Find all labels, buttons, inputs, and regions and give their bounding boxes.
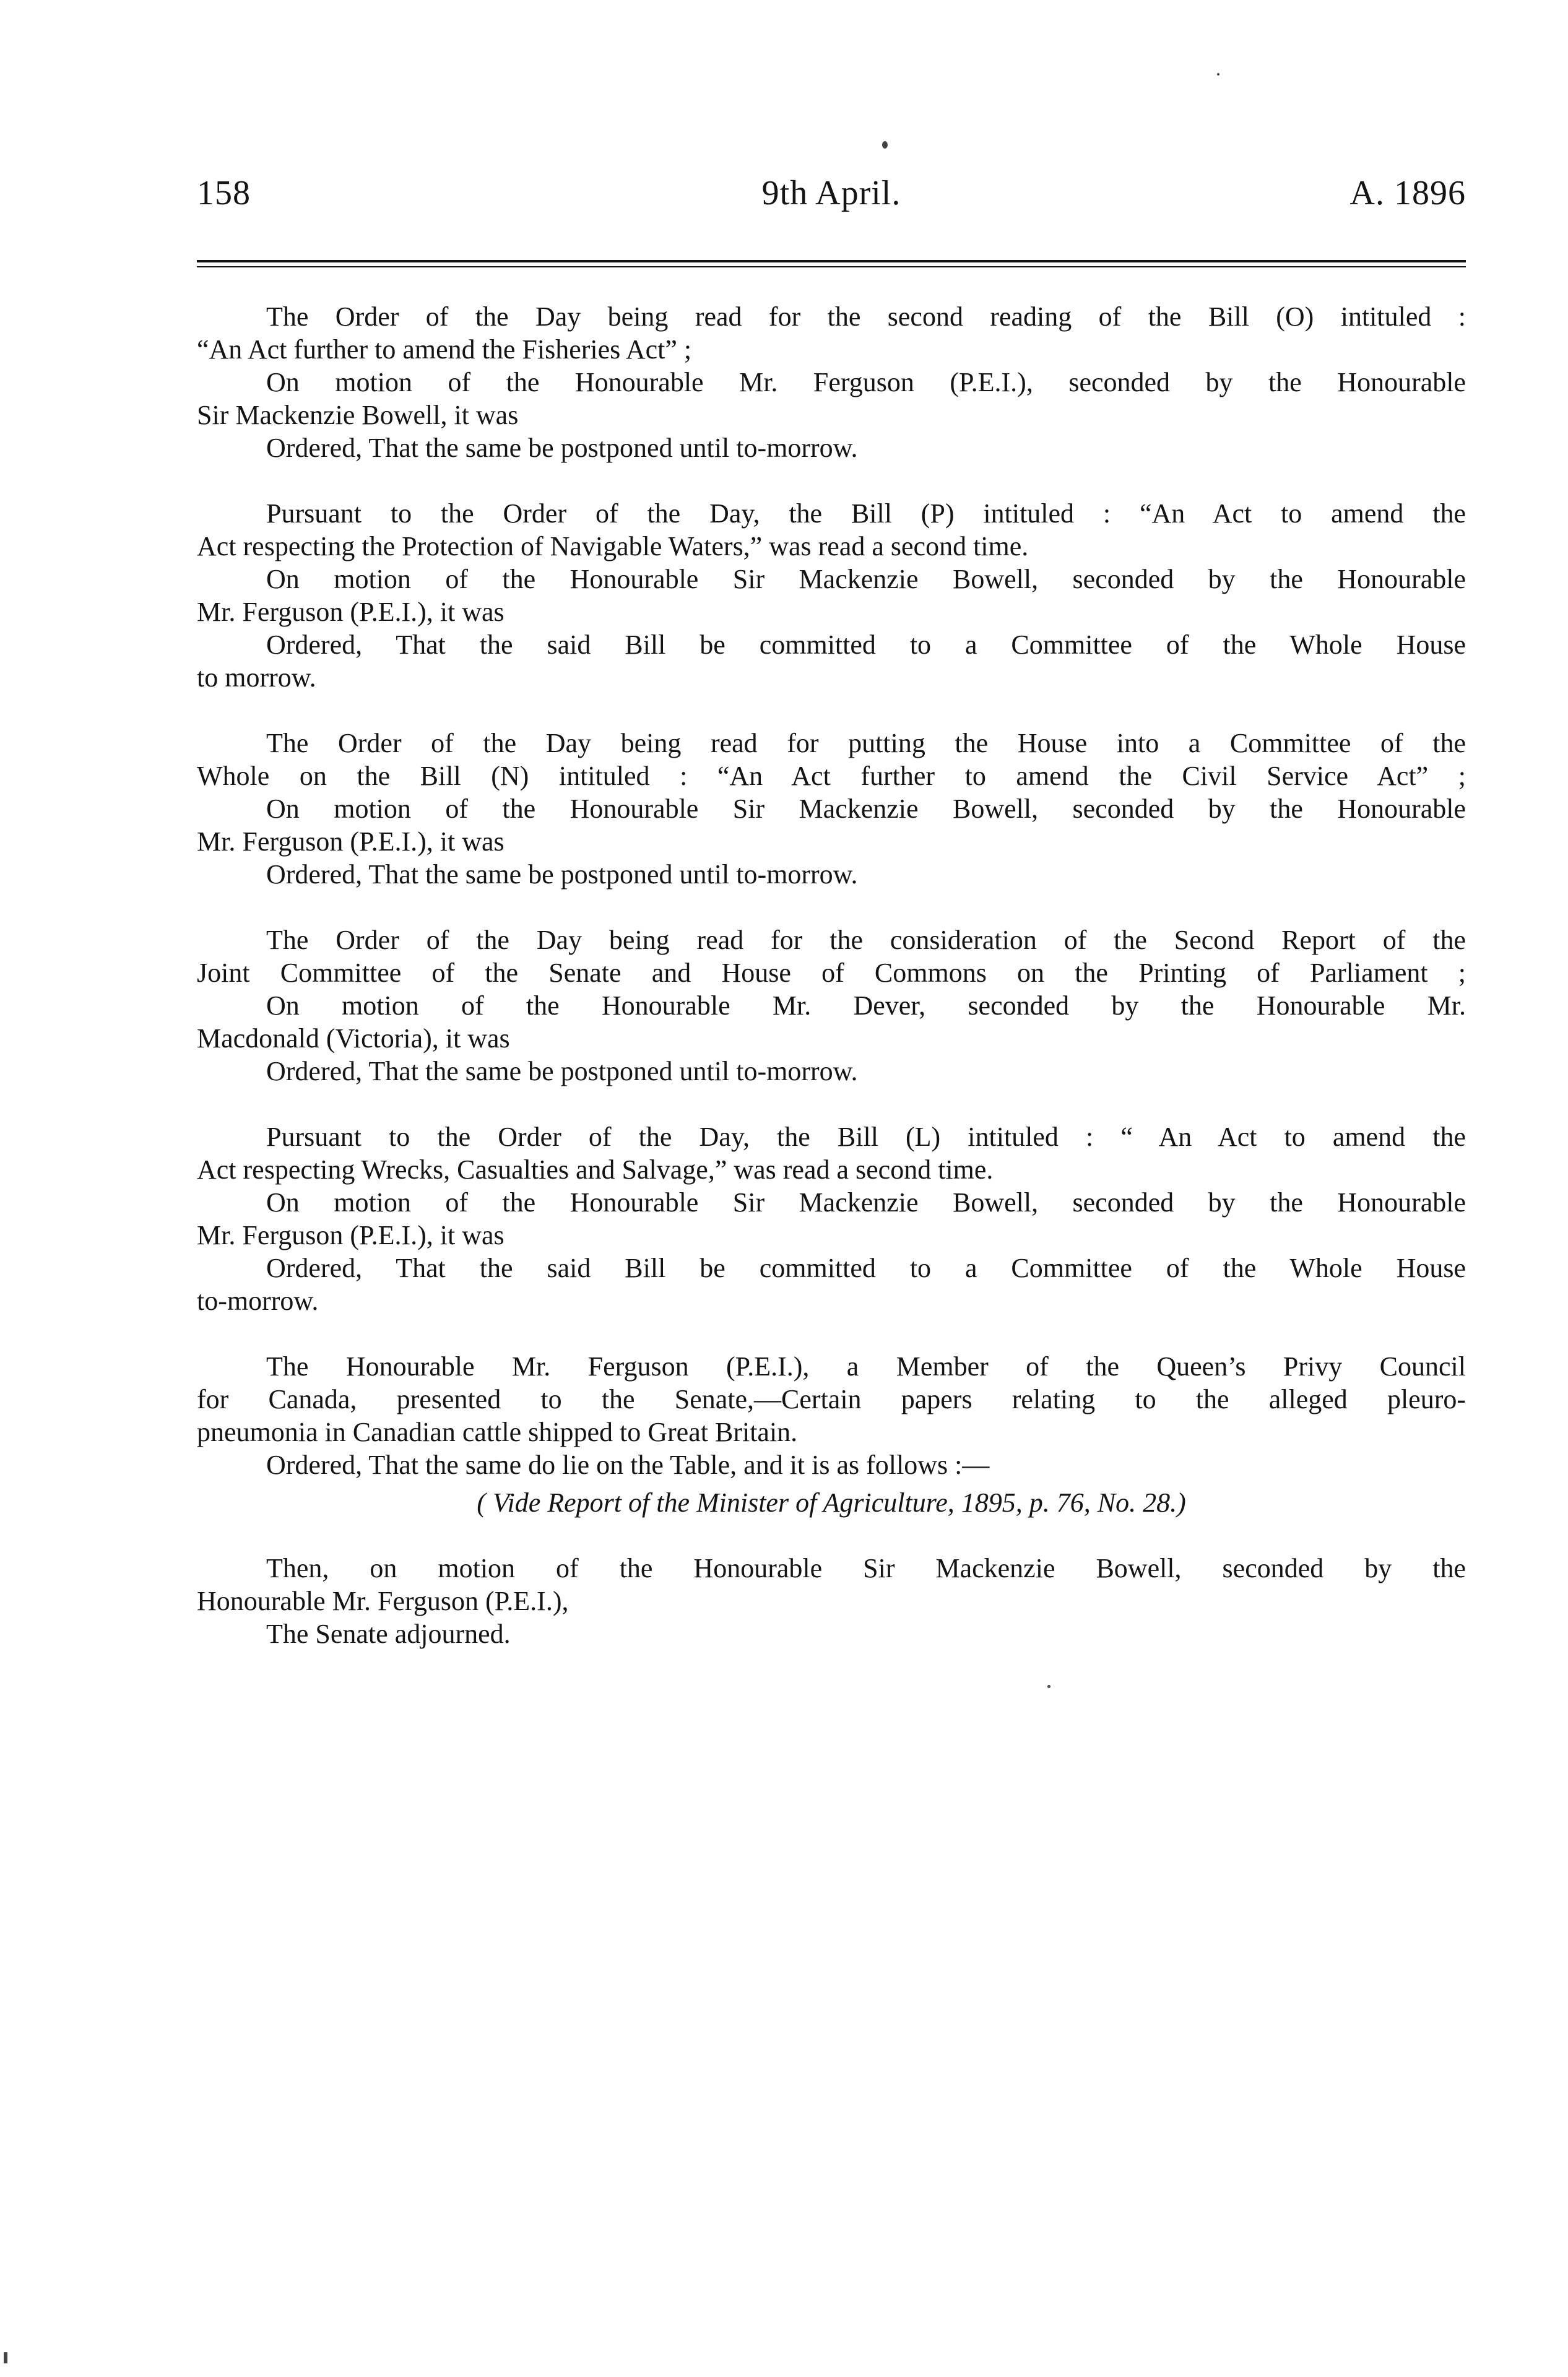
text-line: Mr. Ferguson (P.E.I.), it was bbox=[197, 826, 505, 857]
paragraph-printing-report bbox=[197, 924, 1466, 1088]
text-line: to morrow. bbox=[197, 662, 316, 693]
text-line: On motion of the Honourable Mr. Dever, seconded by the Honourable Mr. bbox=[266, 990, 1466, 1021]
text-line: Ordered, That the said Bill be committed to a Committee of the Whole House bbox=[266, 630, 1466, 660]
text-line: The Order of the Day being read for the second reading of the Bill (O) intituled : bbox=[266, 301, 1466, 332]
print-speck bbox=[1047, 1685, 1050, 1688]
print-speck bbox=[882, 141, 888, 149]
text-line: Mr. Ferguson (P.E.I.), it was bbox=[197, 1220, 505, 1250]
text-line: Ordered, That the same be postponed until to-morrow. bbox=[266, 1056, 858, 1086]
page-date: 9th April. bbox=[761, 174, 901, 212]
text-line: Joint Committee of the Senate and House of Commons on the Printing of Parliament ; bbox=[197, 958, 1466, 988]
text-line: The Order of the Day being read for putting the House into a Committee of the bbox=[266, 728, 1466, 758]
paragraph-adjournment bbox=[197, 1552, 1466, 1650]
text-line: Ordered, That the said Bill be committed to a Committee of the Whole House bbox=[266, 1253, 1466, 1283]
text-line: Ordered, That the same be postponed until to-morrow. bbox=[266, 859, 858, 890]
text-line: Ordered, That the same do lie on the Table, and it is as follows :— bbox=[266, 1450, 990, 1480]
print-speck bbox=[4, 2352, 7, 2363]
text-line: On motion of the Honourable Mr. Ferguson (P.E.I.), seconded by the Honourable bbox=[266, 367, 1466, 397]
text-line: “An Act further to amend the Fisheries Act” ; bbox=[197, 334, 692, 365]
header-rule bbox=[197, 260, 1466, 262]
text-line: for Canada, presented to the Senate,—Certain papers relating to the alleged pleuro- bbox=[197, 1384, 1466, 1414]
paragraph-bill-p bbox=[197, 497, 1466, 694]
text-line: Macdonald (Victoria), it was bbox=[197, 1023, 510, 1054]
text-line: pneumonia in Canadian cattle shipped to Great Britain. bbox=[197, 1417, 798, 1447]
paragraph-bill-l bbox=[197, 1120, 1466, 1317]
text-line: The Honourable Mr. Ferguson (P.E.I.), a Member of the Queen’s Privy Council bbox=[266, 1351, 1466, 1382]
header-rule-thin bbox=[197, 266, 1466, 267]
print-speck bbox=[1217, 73, 1219, 76]
page-header bbox=[197, 173, 1466, 223]
text-line: On motion of the Honourable Sir Mackenzie Bowell, seconded by the Honourable bbox=[266, 794, 1466, 824]
page-year: A. 1896 bbox=[1349, 174, 1466, 212]
text-line: to-morrow. bbox=[197, 1286, 319, 1316]
text-line: On motion of the Honourable Sir Mackenzie Bowell, seconded by the Honourable bbox=[266, 1187, 1466, 1218]
text-line: Pursuant to the Order of the Day, the Bill (P) intituled : “An Act to amend the bbox=[266, 498, 1466, 529]
document-body bbox=[197, 300, 1466, 1683]
page-number: 158 bbox=[197, 174, 251, 212]
text-line: Pursuant to the Order of the Day, the Bill (L) intituled : “ An Act to amend the bbox=[266, 1122, 1466, 1152]
text-line: Then, on motion of the Honourable Sir Mackenzie Bowell, seconded by the bbox=[266, 1553, 1466, 1583]
text-line: Mr. Ferguson (P.E.I.), it was bbox=[197, 597, 505, 627]
paragraph-bill-o bbox=[197, 300, 1466, 464]
text-line: On motion of the Honourable Sir Mackenzie Bowell, seconded by the Honourable bbox=[266, 564, 1466, 594]
text-line: Whole on the Bill (N) intituled : “An Act further to amend the Civil Service Act” ; bbox=[197, 761, 1466, 791]
text-line: Act respecting the Protection of Navigable Waters,” was read a second time. bbox=[197, 531, 1029, 561]
text-line: The Senate adjourned. bbox=[266, 1619, 511, 1649]
paragraph-bill-n bbox=[197, 727, 1466, 891]
text-line: Honourable Mr. Ferguson (P.E.I.), bbox=[197, 1586, 569, 1616]
text-line: Sir Mackenzie Bowell, it was bbox=[197, 400, 519, 430]
text-line: The Order of the Day being read for the consideration of the Second Report of the bbox=[266, 925, 1466, 955]
vide-reference: ( Vide Report of the Minister of Agriculture, 1895, p. 76, No. 28.) bbox=[477, 1487, 1186, 1518]
text-line: Act respecting Wrecks, Casualties and Salvage,” was read a second time. bbox=[197, 1154, 994, 1185]
paragraph-papers-presented bbox=[197, 1350, 1466, 1481]
text-line: Ordered, That the same be postponed until to-morrow. bbox=[266, 433, 858, 463]
